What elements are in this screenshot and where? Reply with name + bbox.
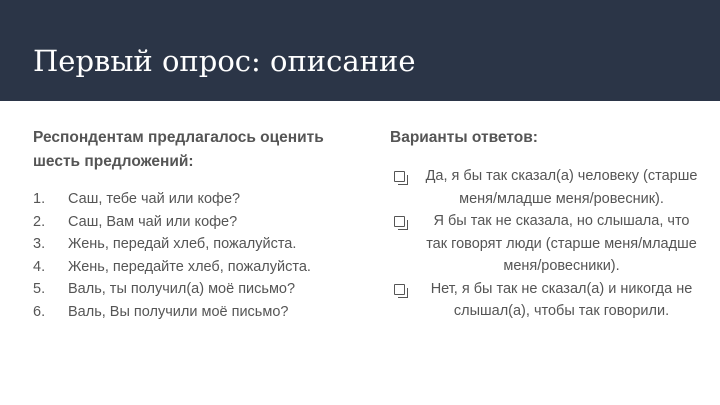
sentence-list	[33, 188, 353, 323]
item-number: 6.	[33, 303, 46, 320]
checkbox-bullet-icon	[394, 171, 405, 182]
item-number: 2.	[33, 213, 46, 230]
slide-header	[0, 0, 720, 101]
item-text: Жень, передайте хлеб, пожалуйста.	[68, 258, 311, 275]
item-number: 5.	[33, 281, 46, 297]
list-item	[33, 278, 353, 301]
answer-list	[390, 165, 700, 323]
slide-title: Первый опрос: описание	[33, 44, 416, 78]
right-heading: Варианты ответов:	[390, 129, 538, 146]
list-item	[33, 188, 353, 211]
item-number: 4.	[33, 258, 46, 275]
item-text: Саш, тебе чай или кофе?	[68, 191, 241, 207]
item-text: Жень, передай хлеб, пожалуйста.	[68, 236, 297, 252]
item-text: Валь, ты получил(а) моё письмо?	[68, 281, 296, 297]
answer-text: Я бы так не сказала, но слышала, что так говорят люди (старше меня/младше меня/ровесники).	[426, 213, 697, 274]
left-column	[33, 126, 353, 323]
item-text: Саш, Вам чай или кофе?	[68, 213, 238, 230]
list-item	[33, 233, 353, 256]
list-item	[33, 211, 353, 234]
checkbox-bullet-icon	[394, 216, 405, 227]
list-item	[33, 256, 353, 279]
answer-item	[390, 165, 700, 210]
checkbox-bullet-icon	[394, 284, 405, 295]
answer-item	[390, 210, 700, 278]
left-heading: Респондентам предлагалось оценить шесть предложений:	[33, 129, 324, 170]
answer-item	[390, 278, 700, 323]
item-text: Валь, Вы получили моё письмо?	[68, 303, 289, 320]
item-number: 1.	[33, 191, 46, 207]
list-item	[33, 301, 353, 324]
right-column	[390, 126, 700, 323]
answer-text: Нет, я бы так не сказал(а) и никогда не слышал(а), чтобы так говорили.	[430, 280, 693, 319]
answer-text: Да, я бы так сказал(а) человеку (старше меня/младше меня/ровесник).	[425, 168, 698, 207]
item-number: 3.	[33, 236, 46, 252]
